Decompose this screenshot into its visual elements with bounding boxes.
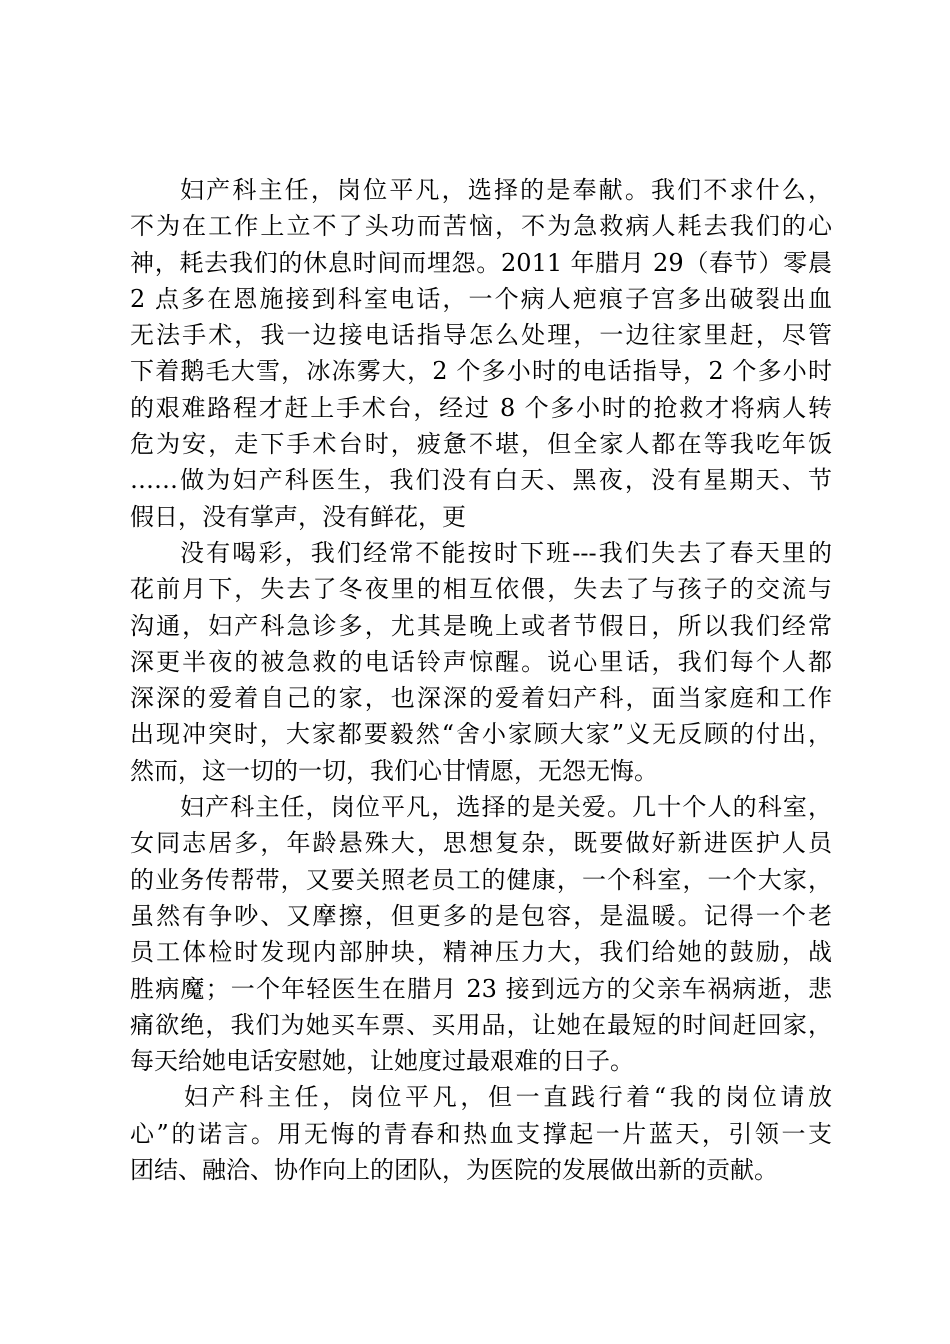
document-body: [130, 172, 832, 1188]
text-line: 胜病魔；一个年轻医生在腊月 23 接到远方的父亲车祸病逝，悲: [130, 974, 832, 1003]
text-line: 出现冲突时，大家都要毅然“舍小家顾大家”义无反顾的付出，: [130, 720, 832, 749]
text-line: 妇产科主任，岗位平凡，选择的是奉献。我们不求什么，: [180, 176, 832, 204]
text-line: 心”的诺言。用无悔的青春和热血支撑起一片蓝天，引领一支: [130, 1119, 832, 1148]
text-line: 花前月下，失去了冬夜里的相互依偎，失去了与孩子的交流与: [130, 575, 832, 604]
text-line: 的业务传帮带，又要关照老员工的健康，一个科室，一个大家，: [130, 865, 832, 894]
text-line: 员工体检时发现内部肿块，精神压力大，我们给她的鼓励，战: [130, 938, 832, 967]
text-line: 沟通，妇产科急诊多，尤其是晚上或者节假日，所以我们经常: [130, 611, 832, 640]
text-line: 深深的爱着自己的家，也深深的爱着妇产科，面当家庭和工作: [130, 684, 832, 713]
text-line: 没有喝彩，我们经常不能按时下班---我们失去了春天里的: [180, 538, 832, 567]
text-line: 女同志居多，年龄悬殊大，思想复杂，既要做好新进医护人员: [130, 829, 832, 858]
text-line: 不为在工作上立不了头功而苦恼，不为急救病人耗去我们的心: [130, 212, 832, 241]
text-line: 危为安，走下手术台时，疲惫不堪，但全家人都在等我吃年饭: [130, 430, 832, 459]
text-line: 妇产科主任，岗位平凡，但一直践行着“我的岗位请放: [184, 1083, 832, 1112]
paragraph-2: [130, 535, 832, 789]
paragraph-3: [130, 789, 832, 1079]
text-line: 神，耗去我们的休息时间而埋怨。2011 年腊月 29（春节）零晨: [130, 248, 832, 277]
text-line: 假日，没有掌声，没有鲜花，更: [130, 502, 466, 531]
text-line: 团结、融洽、协作向上的团队，为医院的发展做出新的贡献。: [130, 1156, 778, 1185]
text-line: 每天给她电话安慰她，让她度过最艰难的日子。: [130, 1047, 634, 1076]
text-line: 然而，这一切的一切，我们心甘情愿，无怨无悔。: [130, 756, 658, 785]
text-line: 深更半夜的被急救的电话铃声惊醒。说心里话，我们每个人都: [130, 647, 832, 676]
text-line: 下着鹅毛大雪，冰冻雾大，2 个多小时的电话指导，2 个多小时: [130, 357, 832, 386]
text-line: 妇产科主任，岗位平凡，选择的是关爱。几十个人的科室，: [180, 793, 832, 822]
paragraph-1: [130, 172, 832, 535]
text-line: 2 点多在恩施接到科室电话，一个病人疤痕子宫多出破裂出血: [130, 284, 832, 313]
text-line: ……做为妇产科医生，我们没有白天、黑夜，没有星期天、节: [130, 466, 832, 495]
paragraph-4: [130, 1079, 832, 1188]
text-line: 的艰难路程才赶上手术台，经过 8 个多小时的抢救才将病人转: [130, 393, 832, 422]
text-line: 虽然有争吵、又摩擦，但更多的是包容，是温暖。记得一个老: [130, 901, 832, 930]
text-line: 痛欲绝，我们为她买车票、买用品，让她在最短的时间赶回家，: [130, 1010, 832, 1039]
text-line: 无法手术，我一边接电话指导怎么处理，一边往家里赶，尽管: [130, 321, 832, 350]
